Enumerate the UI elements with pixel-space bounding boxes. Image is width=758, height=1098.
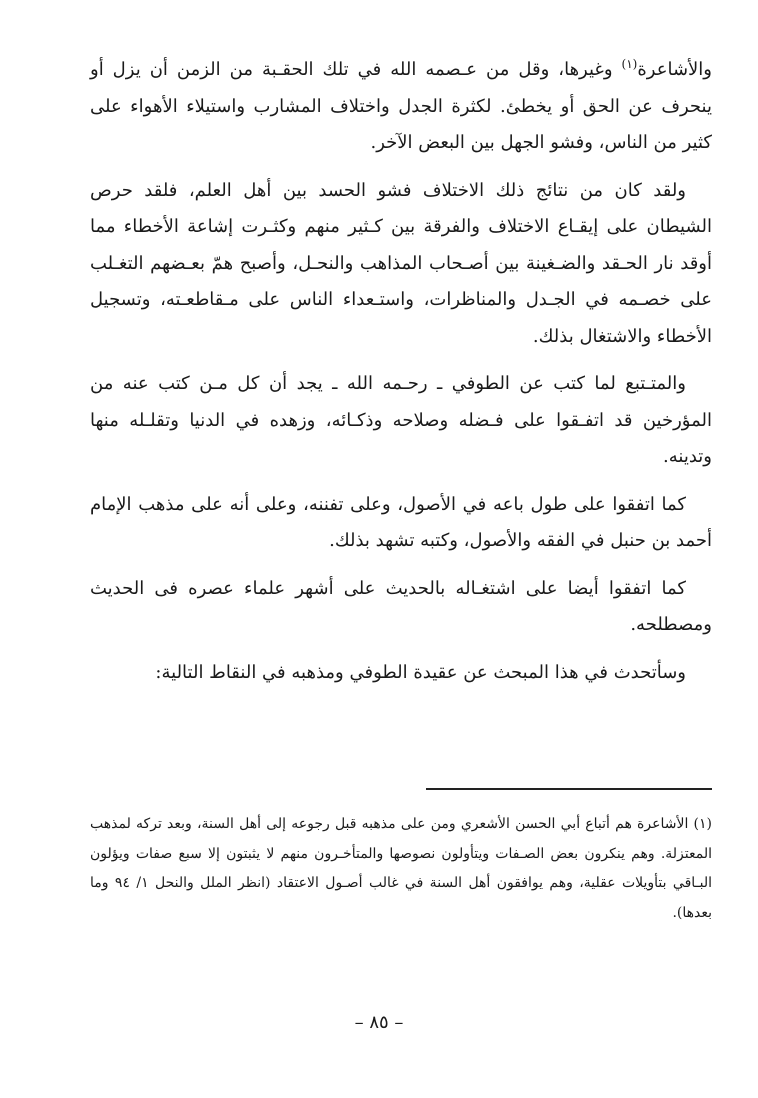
page-number: – ٨٥ – <box>354 1012 404 1033</box>
paragraph-3: والمتـتبع لما كتب عن الطوفي ـ رحـمه الله ـ يجد أن كل مـن كتب عنه من المؤرخين قد اتفـقوا على فـضله وصلاحه وذكـائه، وزهده في الدنيا وتقلـله منها وتدينه. <box>90 373 712 467</box>
paragraph-1-start: والأشاعرة <box>637 59 712 80</box>
paragraph-6: وسأتحدث في هذا المبحث عن عقيدة الطوفي ومذهبه في النقاط التالية: <box>155 661 686 683</box>
paragraph-5: كما اتفقوا أيضا على اشتغـاله بالحديث على أشهر علماء عصره فى الحديث ومصطلحه. <box>90 577 712 635</box>
paragraph-4: كما اتفقوا على طول باعه في الأصول، وعلى تفننه، وعلى أنه على مذهب الإمام أحمد بن حنبل في الفقه والأصول، وكتبه تشهد بذلك. <box>90 493 712 551</box>
page-content <box>90 52 713 921</box>
footnotes <box>90 810 712 928</box>
paragraph-1-rest: وغيرها، وقل من عـصمه الله في تلك الحقـبة من الزمن أن يزل أو ينحرف عن الحق أو يخطئ. لكثرة الجدل واختلاف المشارب واستيلاء الأهواء على كثير من الناس، وفشو الجهل بين البعض الآخر. <box>90 59 712 153</box>
footnote-reference: (١) <box>621 57 638 71</box>
paragraph-2: ولقد كان من نتائج ذلك الاختلاف فشو الحسد بين أهل العلم، فلقد حرص الشيطان على إيقـاع الاختلاف والفرقة بين كـثير منهم وكثـرت إشاعة الأخطاء مما أوقد نار الحـقد والضـغينة بين أصـحاب المذاهب والنحـل، وأصبح همّ بعـضهم التغـلب على خصـمه في الجـدل والمناظرات، واستـعداء الناس على مـقاطعـته، وتسجيل الأخطاء والاشتغال بذلك. <box>90 179 712 347</box>
footnote-separator <box>426 788 712 790</box>
paragraph-1 <box>90 52 712 162</box>
footnote-1: (١) الأشاعرة هم أتباع أبي الحسن الأشعري ومن على مذهبه قبل رجوعه إلى أهل السنة، وبعد تركه لمذهب المعتزلة. وهم ينكرون بعض الصـفات ويتأولون نصوصها والمتأخـرون منهم لا يثبتون إلا سبع صفات ويؤلون البـاقي بتأويلات عقلية، وهم يوافقون أهل السنة في غالب أصـول الاعتقاد (انظر الملل والنحل ١/ ٩٤ وما بعدها). <box>90 816 713 921</box>
